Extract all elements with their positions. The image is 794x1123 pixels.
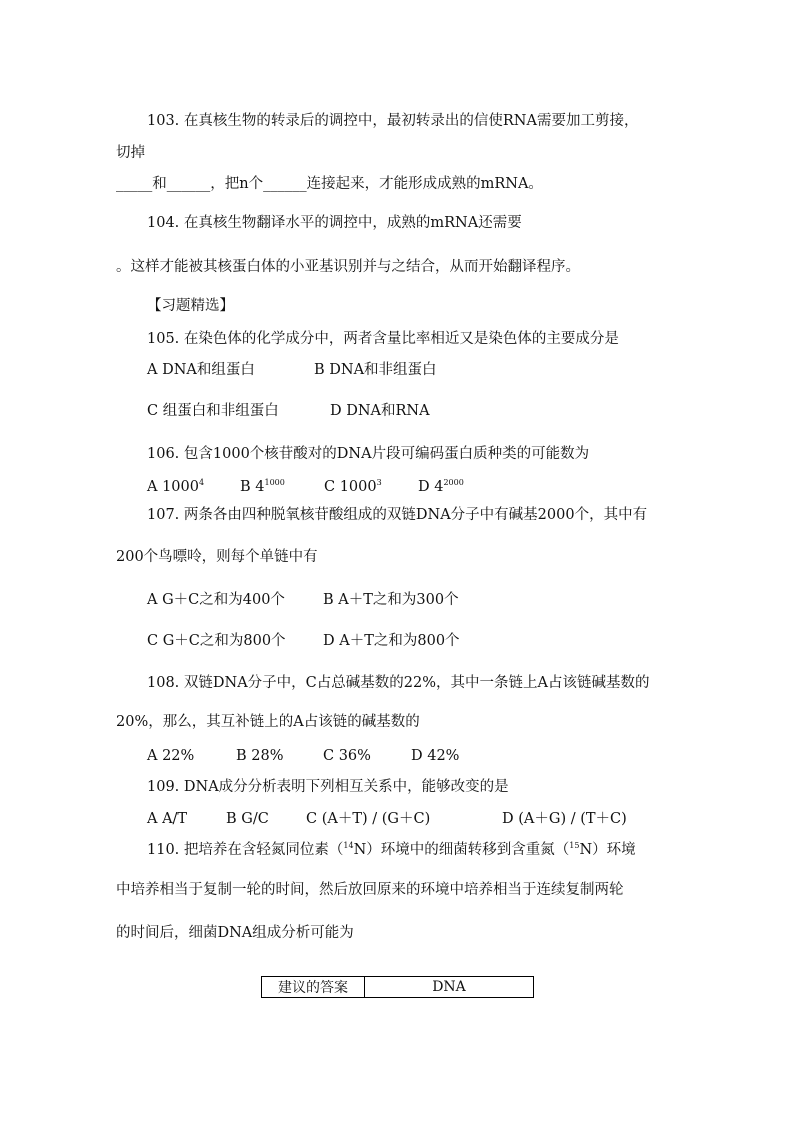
q105-option-a: A DNA和组蛋白 <box>147 362 255 378</box>
q108-option-b: B 28% <box>236 748 284 764</box>
q105-option-d: D DNA和RNA <box>330 403 430 419</box>
q109-option-d: D (A＋G) / (T＋C) <box>502 811 627 827</box>
q106-option-a: A 1000$^4$ <box>147 478 205 495</box>
q105-option-b: B DNA和非组蛋白 <box>314 362 437 378</box>
answer-table <box>261 976 534 998</box>
q107-option-b: B A＋T之和为300个 <box>323 592 459 608</box>
q107-option-a: A G＋C之和为400个 <box>147 592 285 608</box>
q109-option-b: B G/C <box>226 811 269 827</box>
q104-line2: 。这样才能被其核蛋白体的小亚基识别并与之结合，从而开始翻译程序。 <box>116 259 580 275</box>
q105-stem: 105. 在染色体的化学成分中，两者含量比率相近又是染色体的主要成分是 <box>147 331 619 347</box>
q109-option-a: A A/T <box>147 811 188 827</box>
q103-line3: _____和______，把n个______连接起来，才能形成成熟的mRNA。 <box>116 176 543 192</box>
answer-table-header-label: 建议的答案 <box>262 977 365 998</box>
q108-option-c: C 36% <box>323 748 371 764</box>
q107-option-d: D A＋T之和为800个 <box>323 633 460 649</box>
q110-line2: 中培养相当于复制一轮的时间，然后放回原来的环境中培养相当于连续复制两轮 <box>116 882 624 898</box>
q107-line2: 200个鸟嘌呤，则每个单链中有 <box>116 549 318 565</box>
q103-line1: 103. 在真核生物的转录后的调控中，最初转录出的信使RNA需要加工剪接， <box>147 113 639 129</box>
section-title: 【习题精选】 <box>147 298 234 314</box>
answer-table-header-dna: DNA <box>365 977 534 998</box>
q110-line1: 110. 把培养在含轻氮同位素（$^{14}$N）环境中的细菌转移到含重氮（$^{15}$N）环境 <box>147 841 636 858</box>
q108-line2: 20%，那么，其互补链上的A占该链的碱基数的 <box>116 714 420 730</box>
q103-line2: 切掉 <box>116 145 145 161</box>
q108-line1: 108. 双链DNA分子中，C占总碱基数的22%，其中一条链上A占该链碱基数的 <box>147 675 650 691</box>
q105-option-c: C 组蛋白和非组蛋白 <box>147 403 279 419</box>
q106-option-b: B $4^{1000}$ <box>240 478 285 495</box>
q110-line3: 的时间后，细菌DNA组成分析可能为 <box>116 925 354 941</box>
q109-stem: 109. DNA成分分析表明下列相互关系中，能够改变的是 <box>147 779 509 795</box>
q109-option-c: C (A＋T) / (G＋C) <box>306 811 431 827</box>
q106-option-d: D $4^{2000}$ <box>418 478 464 495</box>
q107-line1: 107. 两条各由四种脱氧核苷酸组成的双链DNA分子中有碱基2000个，其中有 <box>147 507 648 523</box>
q108-option-d: D 42% <box>411 748 460 764</box>
q106-option-c: C 1000$^3$ <box>324 478 382 495</box>
q107-option-c: C G＋C之和为800个 <box>147 633 286 649</box>
q106-stem: 106. 包含1000个核苷酸对的DNA片段可编码蛋白质种类的可能数为 <box>147 446 590 462</box>
q104-line1: 104. 在真核生物翻译水平的调控中，成熟的mRNA还需要 <box>147 215 522 231</box>
q108-option-a: A 22% <box>147 748 195 764</box>
